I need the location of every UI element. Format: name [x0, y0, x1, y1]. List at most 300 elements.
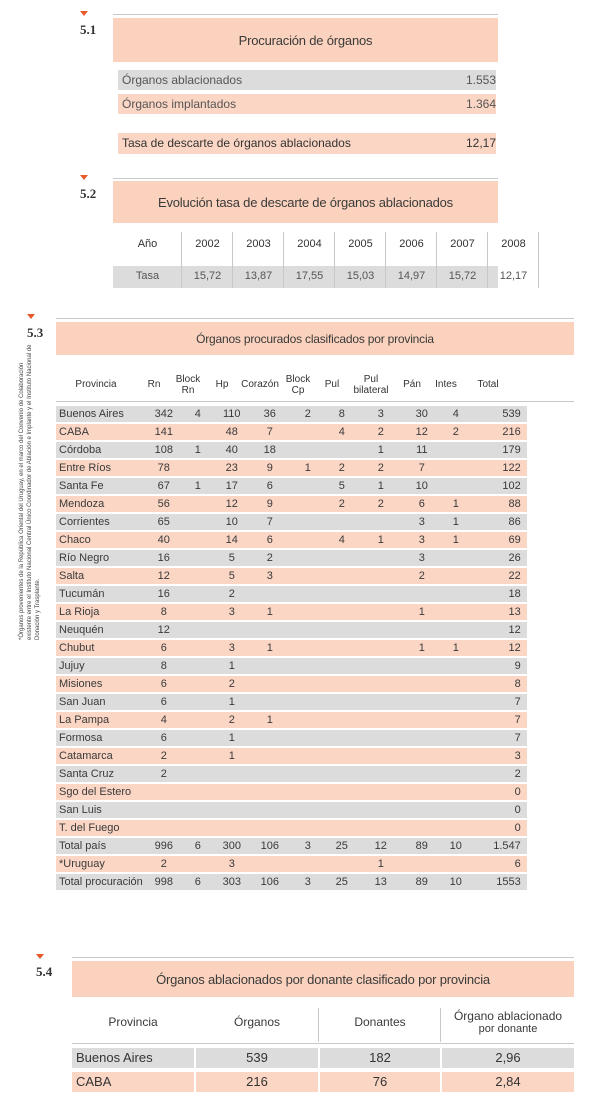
value-cell: 1	[440, 532, 472, 548]
value-cell	[358, 604, 404, 620]
table-row	[56, 550, 527, 566]
table-row	[56, 820, 527, 836]
province-cell: Catamarca	[56, 748, 146, 764]
value-cell: 56	[146, 496, 182, 512]
value-cell	[146, 820, 182, 836]
value-cell: 3	[358, 406, 404, 422]
value-cell	[182, 658, 214, 674]
s54-col-provincia: Provincia	[108, 1015, 158, 1029]
value-cell	[290, 676, 326, 692]
value-cell: 12	[146, 622, 182, 638]
value-cell	[358, 730, 404, 746]
value-cell	[440, 748, 472, 764]
value-cell	[290, 856, 326, 872]
table-row	[56, 406, 527, 422]
value-cell: 1	[250, 604, 290, 620]
value-cell	[404, 712, 440, 728]
section-marker-icon	[36, 954, 44, 959]
value-cell	[250, 586, 290, 602]
value-cell	[440, 460, 472, 476]
value-cell	[290, 640, 326, 656]
value-cell	[182, 550, 214, 566]
value-cell: 65	[146, 514, 182, 530]
value-cell	[182, 820, 214, 836]
value-cell	[326, 676, 358, 692]
value-cell: 300	[214, 838, 250, 854]
value-cell: 1	[182, 478, 214, 494]
value-cell	[250, 658, 290, 674]
value-cell	[440, 478, 472, 494]
value-cell	[182, 802, 214, 818]
value-cell: 2	[146, 856, 182, 872]
s53-col-header: Rn	[147, 379, 161, 390]
value-cell: 6	[250, 478, 290, 494]
divider	[72, 1043, 574, 1044]
table-row	[56, 784, 527, 800]
value-cell: 7	[472, 712, 527, 728]
value-cell: 30	[404, 406, 440, 422]
value-cell	[182, 424, 214, 440]
value-cell: 8	[146, 658, 182, 674]
value-cell	[440, 586, 472, 602]
province-cell: Río Negro	[56, 550, 146, 566]
value-cell: 5	[214, 568, 250, 584]
section-marker-icon	[27, 314, 35, 319]
section-marker-icon	[80, 175, 88, 180]
s53-col-header: Block Cp	[285, 374, 311, 396]
value-cell: 4	[182, 406, 214, 422]
value-cell: 8	[326, 406, 358, 422]
divider	[181, 232, 182, 288]
value-cell: 9	[250, 460, 290, 476]
value-cell: 12	[404, 424, 440, 440]
value-cell	[326, 640, 358, 656]
value-cell	[326, 586, 358, 602]
value-cell	[290, 568, 326, 584]
s51-title: Procuración de órganos	[113, 18, 498, 62]
s53-col-header: Total	[477, 379, 499, 390]
value-cell	[440, 766, 472, 782]
value-cell: 10	[404, 478, 440, 494]
value-cell: 12	[214, 496, 250, 512]
value-cell: 17	[214, 478, 250, 494]
province-cell: Total procuración	[56, 874, 146, 890]
value-cell	[326, 658, 358, 674]
s53-col-header: Provincia	[75, 379, 117, 390]
divider	[487, 232, 488, 288]
value-cell	[358, 622, 404, 638]
value-cell	[182, 622, 214, 638]
value-cell: 2	[250, 550, 290, 566]
s52-title: Evolución tasa de descarte de órganos ablacionados	[113, 181, 498, 223]
table-row	[56, 802, 527, 818]
s51-row-label-1: Órganos implantados	[118, 94, 455, 114]
value-cell: 10	[440, 874, 472, 890]
value-cell	[250, 856, 290, 872]
table-row	[56, 586, 527, 602]
value-cell: 6	[146, 694, 182, 710]
s52-rate-cell: 15,72	[448, 270, 477, 282]
value-cell	[290, 712, 326, 728]
value-cell	[290, 478, 326, 494]
value-cell	[250, 748, 290, 764]
province-cell: Mendoza	[56, 496, 146, 512]
value-cell: 1	[182, 442, 214, 458]
value-cell	[404, 784, 440, 800]
value-cell: 2	[358, 460, 404, 476]
value-cell: 6	[404, 496, 440, 512]
value-cell: 1	[214, 730, 250, 746]
divider	[334, 232, 335, 288]
s52-table	[113, 232, 528, 292]
s54-province-cell: CABA	[72, 1072, 194, 1092]
s52-rate-label: Tasa	[135, 270, 160, 282]
value-cell	[182, 730, 214, 746]
value-cell: 10	[440, 838, 472, 854]
value-cell: 1	[250, 712, 290, 728]
value-cell	[440, 658, 472, 674]
divider	[318, 1008, 319, 1042]
value-cell: 216	[472, 424, 527, 440]
value-cell	[358, 586, 404, 602]
value-cell: 11	[404, 442, 440, 458]
value-cell: 110	[214, 406, 250, 422]
value-cell	[440, 784, 472, 800]
value-cell	[290, 802, 326, 818]
divider	[440, 1008, 441, 1042]
value-cell: 22	[472, 568, 527, 584]
value-cell	[440, 442, 472, 458]
value-cell: 6	[182, 874, 214, 890]
value-cell	[326, 784, 358, 800]
s51-row-value-0: 1.553	[455, 70, 496, 90]
value-cell: 18	[250, 442, 290, 458]
province-cell: Corrientes	[56, 514, 146, 530]
value-cell: 2	[326, 496, 358, 512]
value-cell	[404, 676, 440, 692]
value-cell	[290, 532, 326, 548]
value-cell	[214, 766, 250, 782]
value-cell: 3	[214, 856, 250, 872]
s53-table	[56, 404, 527, 892]
value-cell: 3	[214, 604, 250, 620]
value-cell: 1	[440, 514, 472, 530]
s52-rate-cell: 12,17	[499, 270, 528, 282]
value-cell: 16	[146, 550, 182, 566]
value-cell	[358, 748, 404, 764]
s52-year-cell: 2004	[297, 238, 322, 250]
value-cell	[358, 640, 404, 656]
table-row	[56, 838, 527, 854]
value-cell: 9	[472, 658, 527, 674]
value-cell: 12	[472, 622, 527, 638]
value-cell: 102	[472, 478, 527, 494]
value-cell: 89	[404, 874, 440, 890]
value-cell	[290, 784, 326, 800]
value-cell	[214, 622, 250, 638]
divider	[56, 318, 574, 319]
value-cell: 6	[146, 676, 182, 692]
table-row	[56, 424, 527, 440]
value-cell	[326, 568, 358, 584]
value-cell: 9	[250, 496, 290, 512]
divider	[113, 178, 498, 179]
s52-rate-cell: 17,55	[295, 270, 324, 282]
value-cell	[250, 766, 290, 782]
value-cell: 3	[404, 550, 440, 566]
value-cell	[182, 514, 214, 530]
value-cell	[404, 820, 440, 836]
value-cell	[326, 802, 358, 818]
value-cell: 40	[146, 532, 182, 548]
value-cell: 6	[250, 532, 290, 548]
value-cell	[404, 694, 440, 710]
value-cell	[146, 802, 182, 818]
value-cell	[326, 550, 358, 566]
value-cell: 2	[146, 748, 182, 764]
s54-value-cell: 182	[320, 1048, 440, 1068]
value-cell: 1	[440, 640, 472, 656]
value-cell	[290, 604, 326, 620]
value-cell: 6	[472, 856, 527, 872]
s52-year-cell: 2002	[195, 238, 220, 250]
value-cell	[358, 820, 404, 836]
table-row	[56, 442, 527, 458]
s54-col-ratio	[442, 1010, 574, 1035]
s54-col-ratio-line2: por donante	[478, 1023, 538, 1035]
s54-col-ratio-line1: Órgano ablacionado	[453, 1009, 563, 1023]
value-cell	[182, 496, 214, 512]
value-cell	[290, 766, 326, 782]
province-cell: Formosa	[56, 730, 146, 746]
s53-col-header: Block Rn	[175, 374, 201, 396]
province-cell: Neuquén	[56, 622, 146, 638]
value-cell	[182, 532, 214, 548]
value-cell: 998	[146, 874, 182, 890]
s53-footnote: *Órganos provenientes de la República Oriental del Uruguay, en el marco del Convenio de Colaboración existente entre el Instituto Nacional Central Único Coordinador de Ablación e Implante y el Instituto Nacional de Donación y Trasplante.	[19, 344, 41, 640]
province-cell: Jujuy	[56, 658, 146, 674]
value-cell	[290, 748, 326, 764]
province-cell: Chaco	[56, 532, 146, 548]
value-cell	[182, 784, 214, 800]
s54-title: Órganos ablacionados por donante clasificado por provincia	[72, 961, 574, 997]
value-cell	[290, 442, 326, 458]
table-row	[56, 460, 527, 476]
value-cell: 18	[472, 586, 527, 602]
value-cell	[290, 622, 326, 638]
s52-rate-cell: 13,87	[244, 270, 273, 282]
value-cell: 5	[214, 550, 250, 566]
s52-rate-cell: 14,97	[397, 270, 426, 282]
value-cell	[404, 802, 440, 818]
province-cell: Chubut	[56, 640, 146, 656]
value-cell: 303	[214, 874, 250, 890]
s54-col-organos: Órganos	[233, 1015, 281, 1029]
value-cell	[358, 802, 404, 818]
s53-col-header: Corazón	[241, 379, 279, 390]
s52-year-cell: 2007	[450, 238, 475, 250]
value-cell: 3	[404, 514, 440, 530]
value-cell	[326, 622, 358, 638]
divider	[113, 14, 498, 15]
value-cell	[404, 856, 440, 872]
value-cell	[214, 820, 250, 836]
value-cell	[326, 712, 358, 728]
value-cell	[404, 622, 440, 638]
value-cell	[440, 820, 472, 836]
value-cell: 88	[472, 496, 527, 512]
table-row	[56, 514, 527, 530]
value-cell: 6	[146, 640, 182, 656]
table-row	[56, 730, 527, 746]
value-cell: 1	[358, 442, 404, 458]
value-cell: 12	[472, 640, 527, 656]
value-cell: 26	[472, 550, 527, 566]
section-number-5-3: 5.3	[27, 325, 44, 340]
value-cell	[182, 712, 214, 728]
value-cell: 23	[214, 460, 250, 476]
value-cell	[290, 586, 326, 602]
province-cell: T. del Fuego	[56, 820, 146, 836]
province-cell: Tucumán	[56, 586, 146, 602]
value-cell: 8	[146, 604, 182, 620]
value-cell: 2	[290, 406, 326, 422]
value-cell	[358, 568, 404, 584]
value-cell: 1.547	[472, 838, 527, 854]
value-cell	[250, 802, 290, 818]
value-cell: 108	[146, 442, 182, 458]
value-cell: 3	[404, 532, 440, 548]
value-cell: 1	[358, 478, 404, 494]
value-cell: 16	[146, 586, 182, 602]
province-cell: Total país	[56, 838, 146, 854]
province-cell: Santa Fe	[56, 478, 146, 494]
value-cell	[440, 568, 472, 584]
s52-year-cell: 2005	[348, 238, 373, 250]
value-cell	[182, 460, 214, 476]
value-cell	[326, 820, 358, 836]
value-cell	[358, 766, 404, 782]
value-cell	[404, 586, 440, 602]
value-cell	[290, 514, 326, 530]
s52-year-cell: 2006	[399, 238, 424, 250]
value-cell: 25	[326, 874, 358, 890]
value-cell: 7	[250, 514, 290, 530]
table-row	[56, 622, 527, 638]
table-row	[56, 496, 527, 512]
value-cell: 3	[472, 748, 527, 764]
province-cell: Santa Cruz	[56, 766, 146, 782]
value-cell	[440, 550, 472, 566]
s53-col-header: Pul	[324, 379, 340, 390]
value-cell	[404, 730, 440, 746]
s54-province-cell: Buenos Aires	[72, 1048, 194, 1068]
value-cell	[358, 658, 404, 674]
value-cell	[326, 730, 358, 746]
value-cell: 1	[214, 658, 250, 674]
value-cell: 2	[214, 586, 250, 602]
value-cell	[440, 622, 472, 638]
value-cell: 12	[146, 568, 182, 584]
value-cell: 2	[146, 766, 182, 782]
value-cell: 0	[472, 820, 527, 836]
table-row	[56, 604, 527, 620]
value-cell	[214, 802, 250, 818]
value-cell	[358, 550, 404, 566]
province-cell: La Rioja	[56, 604, 146, 620]
divider	[283, 232, 284, 288]
value-cell: 6	[146, 730, 182, 746]
value-cell: 36	[250, 406, 290, 422]
province-cell: La Pampa	[56, 712, 146, 728]
table-row	[56, 658, 527, 674]
value-cell	[214, 784, 250, 800]
s52-rate-cell: 15,72	[193, 270, 222, 282]
value-cell: 1	[404, 640, 440, 656]
province-cell: San Luis	[56, 802, 146, 818]
value-cell: 25	[326, 838, 358, 854]
value-cell	[250, 730, 290, 746]
value-cell	[182, 856, 214, 872]
value-cell	[326, 766, 358, 782]
value-cell: 0	[472, 802, 527, 818]
table-row	[56, 874, 527, 890]
section-number-5-4: 5.4	[36, 964, 53, 979]
value-cell	[326, 442, 358, 458]
value-cell: 1	[440, 496, 472, 512]
value-cell	[290, 694, 326, 710]
value-cell	[358, 676, 404, 692]
s54-value-cell: 216	[196, 1072, 318, 1092]
value-cell: 2	[214, 712, 250, 728]
value-cell	[440, 694, 472, 710]
value-cell: 78	[146, 460, 182, 476]
value-cell: 1	[214, 748, 250, 764]
value-cell	[250, 820, 290, 836]
value-cell	[326, 856, 358, 872]
value-cell: 1553	[472, 874, 527, 890]
value-cell: 7	[472, 694, 527, 710]
section-number-5-2: 5.2	[80, 186, 97, 201]
value-cell: 1	[214, 694, 250, 710]
value-cell	[358, 694, 404, 710]
s51-rate-label: Tasa de descarte de órganos ablacionados	[118, 133, 455, 154]
value-cell: 40	[214, 442, 250, 458]
s53-col-header: Pul bilateral	[353, 374, 389, 396]
table-row	[56, 766, 527, 782]
value-cell	[440, 676, 472, 692]
value-cell	[358, 514, 404, 530]
value-cell	[182, 748, 214, 764]
value-cell	[290, 820, 326, 836]
value-cell: 539	[472, 406, 527, 422]
value-cell: 342	[146, 406, 182, 422]
province-cell: Córdoba	[56, 442, 146, 458]
value-cell	[326, 748, 358, 764]
divider	[56, 401, 574, 402]
value-cell: 3	[214, 640, 250, 656]
s51-row-value-1: 1.364	[455, 94, 496, 114]
value-cell: 2	[404, 568, 440, 584]
value-cell: 7	[404, 460, 440, 476]
value-cell	[440, 802, 472, 818]
value-cell: 89	[404, 838, 440, 854]
s51-rate-value: 12,17	[455, 133, 496, 154]
table-row	[56, 478, 527, 494]
table-row	[56, 712, 527, 728]
province-cell: Misiones	[56, 676, 146, 692]
value-cell: 179	[472, 442, 527, 458]
